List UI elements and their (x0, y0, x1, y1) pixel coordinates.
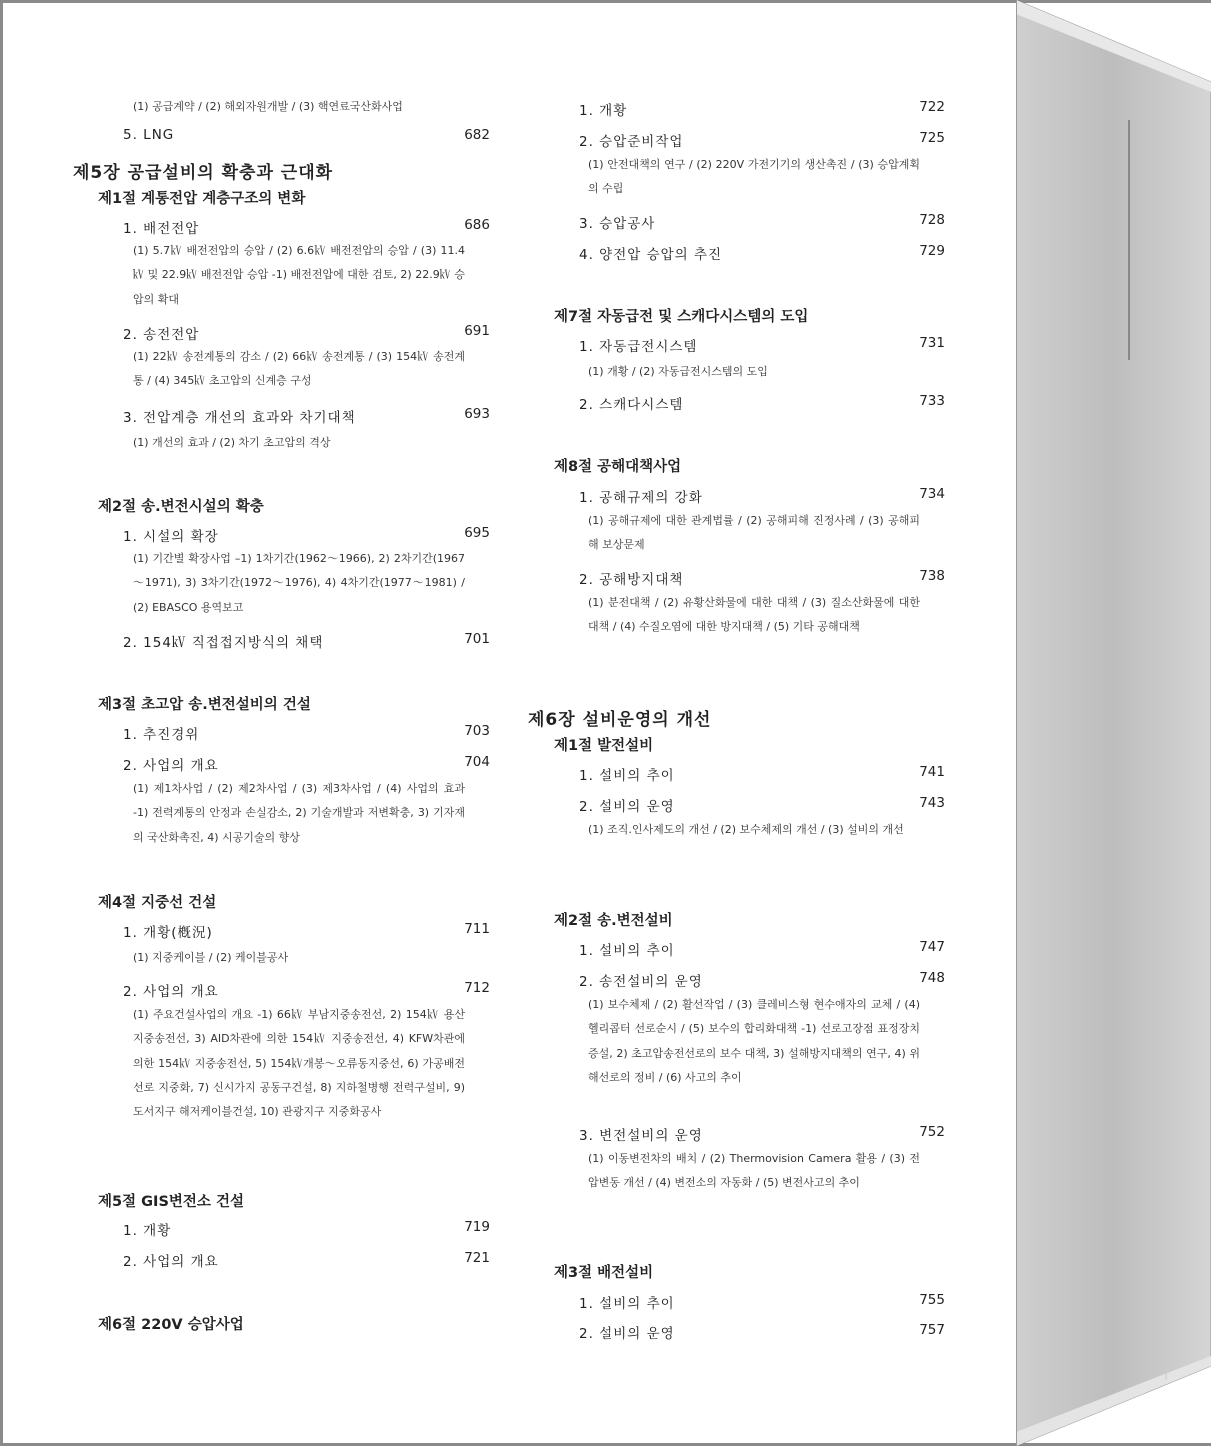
section-heading: 제8절 공해대책사업 (554, 459, 682, 475)
page-number: 704 (464, 754, 490, 770)
section-heading: 제4절 지중선 건설 (98, 895, 217, 911)
page-number: 721 (464, 1250, 490, 1266)
toc-item: 1. 설비의 추이 (579, 1296, 675, 1312)
toc-subitems: (1) 조직.인사제도의 개선 / (2) 보수체제의 개선 / (3) 설비의 개선 (588, 823, 904, 836)
page-number: 703 (464, 723, 490, 739)
page-number: 712 (464, 980, 490, 996)
toc-subitems: (1) 공해규제에 대한 관계법률 / (2) 공해피해 진정사례 / (3) 공해피해 보상문제 (588, 514, 920, 552)
toc-item: 3. 변전설비의 운영 (579, 1128, 703, 1144)
page-number: 729 (919, 243, 945, 259)
toc-item: 1. 자동급전시스템 (579, 339, 698, 355)
toc-item: 2. 사업의 개요 (123, 984, 219, 1000)
toc-item: 2. 154㎸ 직접접지방식의 채택 (123, 635, 324, 651)
toc-item: 2. 송전전압 (123, 327, 200, 343)
chapter-heading: 제6장 설비운영의 개선 (528, 710, 712, 730)
toc-item: 2. 공해방지대책 (579, 572, 684, 588)
toc-subitems: (1) 기간별 확장사업 –1) 1차기간(1962～1966), 2) 2차기간(1967～1971), 3) 3차기간(1972～1976), 4) 4차기간(1977～1981) / (2) EBASCO 용역보고 (133, 552, 465, 614)
toc-subitems: (1) 공급계약 / (2) 해외자원개발 / (3) 핵연료국산화사업 (133, 100, 403, 113)
page-number: 686 (464, 217, 490, 233)
toc-item: 5. LNG (123, 127, 175, 143)
toc-subitems: (1) 5.7㎸ 배전전압의 승압 / (2) 6.6㎸ 배전전압의 승압 / (3) 11.4㎸ 및 22.9㎸ 배전전압 승압 -1) 배전전압에 대한 검토, 2) 22.9㎸ 승압의 확대 (133, 244, 465, 306)
toc-subitems: (1) 주요건설사업의 개요 -1) 66㎸ 부남지중송전선, 2) 154㎸ 용산지중송전선, 3) AID차관에 의한 154㎸ 지중송전선, 4) KFW차관에 의한 154㎸ 지중송전선, 5) 154㎸개봉～오류동지중선, 6) 가공배전선로 지중화, 7) 신시가지 공동구건설, 8) 지하철병행 전력구설비, 9) 도서지구 해저케이블건설, 10) 관광지구 지중화공사 (133, 1008, 465, 1119)
page-number: 734 (919, 486, 945, 502)
toc-item: 1. 개황 (579, 103, 628, 119)
section-heading: 제2절 송.변전설비 (554, 913, 673, 929)
page-number: 731 (919, 335, 945, 351)
page-number: 701 (464, 631, 490, 647)
page-number: 755 (919, 1292, 945, 1308)
toc-item: 2. 사업의 개요 (123, 1254, 219, 1270)
toc-subitems: (1) 이동변전차의 배치 / (2) Thermovision Camera 활용 / (3) 전압변동 개선 / (4) 변전소의 자동화 / (5) 변전사고의 추이 (588, 1152, 920, 1190)
toc-item: 2. 설비의 운영 (579, 799, 675, 815)
page-number: 722 (919, 99, 945, 115)
toc-item: 2. 승압준비작업 (579, 134, 684, 150)
toc-item: 3. 전압계층 개선의 효과와 차기대책 (123, 410, 356, 426)
toc-item: 2. 송전설비의 운영 (579, 974, 703, 990)
page-number: 733 (919, 393, 945, 409)
page-number: 693 (464, 406, 490, 422)
page-number: 695 (464, 525, 490, 541)
toc-item: 1. 설비의 추이 (579, 943, 675, 959)
toc-item: 4. 양전압 승압의 추진 (579, 247, 723, 263)
table-of-contents-page (3, 3, 1016, 1443)
toc-item: 1. 공해규제의 강화 (579, 490, 703, 506)
toc-subitems: (1) 개황 / (2) 자동급전시스템의 도입 (588, 365, 768, 378)
section-heading: 제7절 자동급전 및 스캐다시스템의 도입 (554, 309, 809, 325)
page-number: 711 (464, 921, 490, 937)
toc-item: 1. 시설의 확장 (123, 529, 219, 545)
page-number: 748 (919, 970, 945, 986)
page-number: 743 (919, 795, 945, 811)
page-number: 741 (919, 764, 945, 780)
toc-item: 2. 스캐다시스템 (579, 397, 684, 413)
toc-item: 1. 개황(槪況) (123, 925, 213, 941)
page-number: 728 (919, 212, 945, 228)
toc-subitems: (1) 안전대책의 연구 / (2) 220V 가전기기의 생산촉진 / (3) 승압계획의 수립 (588, 158, 920, 196)
toc-subitems: (1) 보수체제 / (2) 활선작업 / (3) 클레비스형 현수애자의 교체 / (4) 헬리콥터 선로순시 / (5) 보수의 합리화대책 -1) 선로고장점 표정장치증설, 2) 초고압송전선로의 보수 대책, 3) 설해방지대책의 연구, 4) 위해선로의 정비 / (6) 사고의 추이 (588, 998, 920, 1084)
page-number: 725 (919, 130, 945, 146)
toc-item: 1. 설비의 추이 (579, 768, 675, 784)
section-heading: 제3절 초고압 송.변전설비의 건설 (98, 697, 311, 713)
toc-item: 1. 개황 (123, 1223, 172, 1239)
page-number: 691 (464, 323, 490, 339)
chapter-heading: 제5장 공급설비의 확충과 근대화 (73, 163, 334, 183)
page-number: 738 (919, 568, 945, 584)
toc-item: 2. 설비의 운영 (579, 1326, 675, 1342)
page-number: 719 (464, 1219, 490, 1235)
toc-item: 1. 배전전압 (123, 221, 200, 237)
toc-item: 2. 사업의 개요 (123, 758, 219, 774)
section-heading: 제3절 배전설비 (554, 1265, 654, 1281)
section-heading: 제2절 송.변전시설의 확충 (98, 499, 264, 515)
page-number: 757 (919, 1322, 945, 1338)
section-heading: 제5절 GIS변전소 건설 (98, 1194, 244, 1210)
toc-subitems: (1) 지중케이블 / (2) 케이블공사 (133, 951, 289, 964)
toc-item: 1. 추진경위 (123, 727, 200, 743)
toc-subitems: (1) 제1차사업 / (2) 제2차사업 / (3) 제3차사업 / (4) 사업의 효과 -1) 전력계통의 안정과 손실감소, 2) 기술개발과 저변확충, 3) 기자재의 국산화촉진, 4) 시공기술의 향상 (133, 782, 465, 844)
book-spine-edge (1016, 0, 1211, 1446)
section-heading: 제1절 계통전압 계층구조의 변화 (98, 191, 306, 207)
toc-subitems: (1) 분전대책 / (2) 유황산화물에 대한 대책 / (3) 질소산화물에 대한 대책 / (4) 수질오염에 대한 방지대책 / (5) 기타 공해대책 (588, 596, 920, 634)
section-heading: 제6절 220V 승압사업 (98, 1317, 244, 1333)
page-number: 747 (919, 939, 945, 955)
toc-item: 3. 승압공사 (579, 216, 656, 232)
page-number: 682 (464, 127, 490, 143)
toc-subitems: (1) 22㎸ 송전계통의 감소 / (2) 66㎸ 송전계통 / (3) 154㎸ 송전계통 / (4) 345㎸ 초고압의 신계층 구성 (133, 350, 465, 388)
toc-subitems: (1) 개선의 효과 / (2) 차기 초고압의 격상 (133, 436, 331, 449)
section-heading: 제1절 발전설비 (554, 738, 654, 754)
page-number: 752 (919, 1124, 945, 1140)
